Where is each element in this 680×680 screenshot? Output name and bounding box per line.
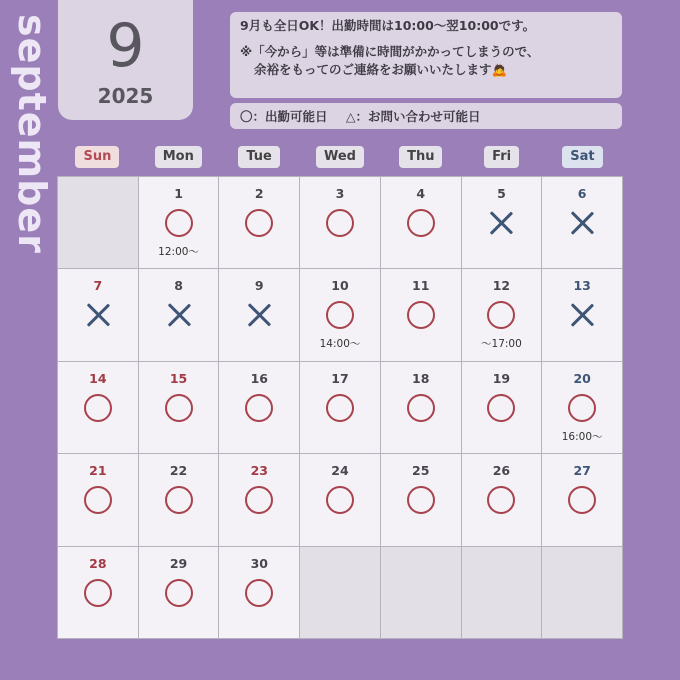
legend-available: 〇：出勤可能日 [240, 109, 328, 124]
available-circle-icon [163, 484, 195, 516]
day-number: 17 [331, 370, 349, 386]
calendar-cell-day-6 [542, 177, 622, 268]
calendar-cell-day-12 [462, 269, 542, 360]
weekday-label: Mon [155, 146, 202, 168]
unavailable-cross-icon [163, 299, 195, 331]
calendar-cell-day-25 [381, 454, 461, 545]
available-circle-icon [163, 207, 195, 239]
calendar-cell-empty [300, 547, 380, 638]
calendar-cell-day-5 [462, 177, 542, 268]
legend-inquiry: △：お問い合わせ可能日 [345, 109, 481, 124]
day-number: 24 [331, 463, 349, 479]
calendar-cell-day-23 [219, 454, 299, 545]
weekday-label: Fri [484, 146, 519, 168]
calendar-cell-day-28 [58, 547, 138, 638]
calendar-cell-day-4 [381, 177, 461, 268]
calendar-cell-day-13 [542, 269, 622, 360]
day-number: 15 [169, 370, 188, 386]
weekday-sat [542, 146, 623, 168]
notice-line-2: ※「今から」等は準備に時間がかかってしまうので、 [240, 44, 540, 59]
weekday-fri [461, 146, 542, 168]
weekday-thu [380, 146, 461, 168]
day-number: 27 [573, 463, 591, 479]
month-name-vertical: september [10, 14, 54, 254]
calendar-cell-day-29 [139, 547, 219, 638]
available-circle-icon [82, 392, 114, 424]
weekday-sun [57, 146, 138, 168]
available-circle-icon [405, 484, 437, 516]
weekday-label: Tue [238, 146, 280, 168]
unavailable-cross-icon [485, 207, 517, 239]
notice-line-1: 9月も全日OK！出勤時間は10:00〜翌10:00です。 [240, 18, 536, 33]
day-number: 5 [497, 186, 506, 201]
available-circle-icon [485, 299, 517, 331]
day-number: 3 [335, 186, 345, 201]
day-number: 9 [254, 278, 264, 294]
calendar-cell-day-22 [139, 454, 219, 545]
weekday-tue [219, 146, 300, 168]
day-number: 25 [412, 463, 430, 479]
day-number: 18 [412, 370, 430, 386]
calendar-cell-empty [58, 177, 138, 268]
calendar-cell-day-1 [139, 177, 219, 268]
calendar-cell-empty [462, 547, 542, 638]
weekday-wed [300, 146, 381, 168]
available-circle-icon [566, 484, 598, 516]
calendar-cell-day-19 [462, 362, 542, 453]
day-number: 7 [93, 278, 103, 294]
calendar-cell-day-16 [219, 362, 299, 453]
day-number: 26 [492, 463, 511, 479]
available-circle-icon [163, 392, 195, 424]
year-label: 2025 [97, 84, 154, 108]
weekday-label: Thu [399, 146, 442, 168]
day-number: 13 [573, 278, 591, 294]
unavailable-cross-icon [566, 207, 598, 239]
day-number: 8 [174, 278, 183, 294]
available-circle-icon [324, 392, 356, 424]
calendar-cell-day-24 [300, 454, 380, 545]
day-number: 4 [416, 186, 426, 201]
unavailable-cross-icon [566, 299, 598, 331]
available-circle-icon [82, 577, 114, 609]
calendar-cell-day-10 [300, 269, 380, 360]
weekday-mon [138, 146, 219, 168]
calendar-cell-day-7 [58, 269, 138, 360]
day-number: 11 [412, 278, 430, 294]
day-number: 1 [174, 186, 183, 201]
day-number: 29 [169, 555, 188, 571]
day-number: 19 [492, 370, 511, 386]
calendar-cell-empty [381, 547, 461, 638]
weekday-label: Sat [562, 146, 602, 168]
day-number: 16 [250, 370, 268, 386]
calendar-cell-day-15 [139, 362, 219, 453]
available-circle-icon [243, 577, 275, 609]
time-note: 12:00〜 [158, 246, 199, 258]
available-circle-icon [566, 392, 598, 424]
day-number: 20 [573, 370, 591, 386]
calendar-cell-day-9 [219, 269, 299, 360]
calendar-cell-day-21 [58, 454, 138, 545]
calendar-cell-day-27 [542, 454, 622, 545]
month-number: 9 [106, 11, 145, 81]
available-circle-icon [82, 484, 114, 516]
legend-box [230, 103, 622, 129]
unavailable-cross-icon [243, 299, 275, 331]
available-circle-icon [243, 207, 275, 239]
available-circle-icon [243, 484, 275, 516]
available-circle-icon [163, 577, 195, 609]
available-circle-icon [485, 392, 517, 424]
available-circle-icon [405, 299, 437, 331]
available-circle-icon [324, 207, 356, 239]
calendar-cell-day-18 [381, 362, 461, 453]
calendar-cell-day-11 [381, 269, 461, 360]
calendar-cell-empty [542, 547, 622, 638]
time-note: 16:00〜 [561, 430, 603, 443]
calendar-cell-day-26 [462, 454, 542, 545]
calendar-cell-day-14 [58, 362, 138, 453]
day-number: 23 [250, 463, 268, 479]
available-circle-icon [405, 392, 437, 424]
calendar-grid [57, 176, 623, 639]
calendar-cell-day-17 [300, 362, 380, 453]
available-circle-icon [324, 484, 356, 516]
notice-box [230, 12, 622, 98]
calendar-cell-day-20 [542, 362, 622, 453]
notice-line-3: 余裕をもってのご連絡をお願いいたします🙇 [254, 62, 508, 77]
weekday-label: Sun [75, 146, 119, 168]
weekday-header-row [57, 146, 623, 168]
calendar-cell-day-30 [219, 547, 299, 638]
day-number: 30 [250, 555, 268, 571]
calendar-cell-day-3 [300, 177, 380, 268]
available-circle-icon [405, 207, 437, 239]
day-number: 14 [89, 370, 107, 386]
day-number: 22 [169, 463, 188, 479]
date-card [58, 0, 193, 120]
calendar-cell-day-8 [139, 269, 219, 360]
day-number: 12 [492, 278, 511, 294]
day-number: 2 [254, 186, 264, 201]
available-circle-icon [485, 484, 517, 516]
calendar-cell-day-2 [219, 177, 299, 268]
day-number: 21 [89, 463, 107, 479]
time-note: 14:00〜 [319, 338, 361, 351]
available-circle-icon [324, 299, 356, 331]
time-note: 〜17:00 [481, 338, 522, 351]
day-number: 6 [577, 186, 587, 201]
available-circle-icon [243, 392, 275, 424]
day-number: 28 [89, 555, 107, 571]
unavailable-cross-icon [82, 299, 114, 331]
day-number: 10 [331, 278, 349, 294]
weekday-label: Wed [316, 146, 364, 168]
